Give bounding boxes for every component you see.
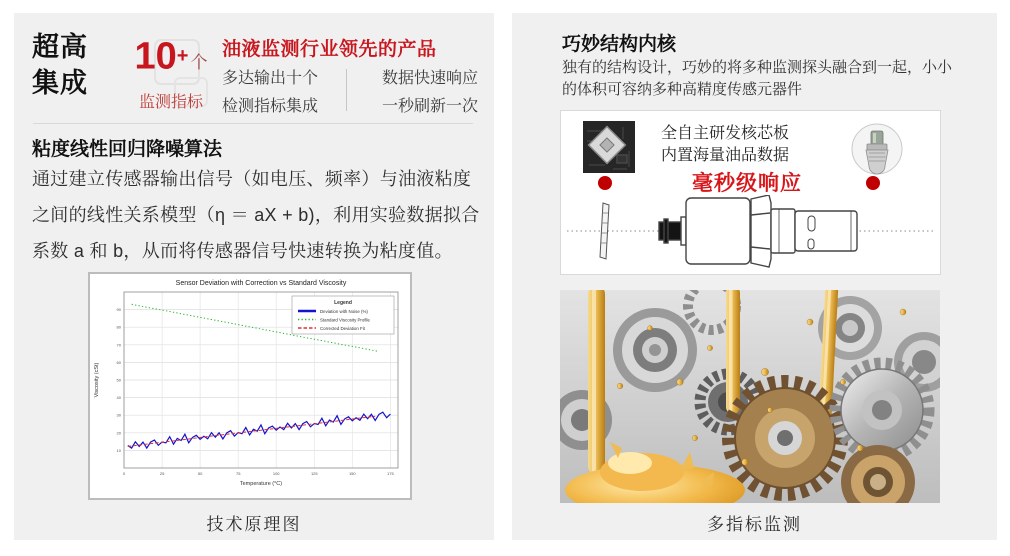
svg-text:70: 70 [116, 342, 121, 348]
svg-text:25: 25 [159, 471, 165, 476]
svg-text:125: 125 [310, 471, 318, 476]
feature-2-line2: 一秒刷新一次 [382, 98, 479, 115]
svg-text:50: 50 [197, 471, 203, 476]
svg-text:60: 60 [116, 359, 121, 365]
feature-1-line2: 检测指标集成 [222, 98, 319, 115]
right-panel [512, 13, 997, 540]
feature-1 [222, 65, 318, 121]
chip-photo-icon [583, 121, 635, 173]
red-dot-icon [866, 176, 880, 190]
box-text-line2: 内置海量油品数据 [660, 147, 789, 164]
svg-text:Deviation with Noise (%): Deviation with Noise (%) [320, 308, 368, 314]
svg-text:175: 175 [387, 471, 394, 476]
structure-body: 独有的结构设计，巧妙的将多种监测探头融合到一起，小小的体积可容纳多种高精度传感元器件 [562, 59, 953, 98]
structure-title: 巧妙结构内核 [562, 34, 677, 55]
stat-number-line [118, 35, 224, 85]
oil-stream [588, 290, 605, 474]
svg-text:Viscosity (cSt): Viscosity (cSt) [94, 362, 100, 398]
feature-1-line1: 多达输出十个 [222, 70, 319, 87]
svg-text:10: 10 [116, 447, 121, 453]
svg-text:0: 0 [122, 471, 126, 476]
red-dot-icon [598, 176, 612, 190]
svg-text:50: 50 [116, 377, 121, 383]
millisecond-response-label: 毫秒级响应 [692, 172, 802, 195]
stat-number: 10 [134, 35, 177, 78]
stat-label: 监测指标 [138, 94, 203, 112]
panel-title [32, 29, 88, 101]
technical-chart [88, 272, 412, 500]
probe-photo-icon [851, 123, 903, 175]
left-panel [14, 13, 494, 540]
structure-diagram-box [560, 110, 941, 275]
headline: 油液监测行业领先的产品 [222, 39, 437, 60]
sensor-body [659, 195, 857, 267]
stat-plus: + [176, 45, 189, 67]
box-text-line1: 全自主研发核芯板 [660, 125, 789, 142]
panel-title-line1: 超高 [32, 32, 88, 62]
bearing [613, 308, 697, 392]
svg-text:90: 90 [116, 307, 121, 313]
horizontal-divider [33, 123, 473, 124]
feature-2 [382, 65, 478, 121]
svg-text:Legend: Legend [334, 300, 352, 306]
stat-badge [118, 27, 224, 119]
right-caption: 多指标监测 [707, 515, 802, 534]
svg-text:80: 80 [116, 324, 121, 330]
sensor-line-drawing [565, 195, 938, 271]
algorithm-title: 粘度线性回归降噪算法 [32, 139, 223, 160]
membrane-disc [600, 203, 609, 259]
stat-unit: 个 [190, 53, 208, 73]
svg-text:Sensor Deviation with Correcti: Sensor Deviation with Correction vs Standard Viscosity [175, 280, 347, 287]
svg-text:Standard Viscosity Profile: Standard Viscosity Profile [320, 317, 370, 323]
algorithm-body: 通过建立传感器输出信号（如电压、频率）与油液粘度之间的线性关系模型（η ＝ aX + b)，利用实验数据拟合系数 a 和 b，从而将传感器信号快速转换为粘度值。 [32, 169, 480, 261]
gears-oil-photo [560, 290, 940, 503]
box-text [643, 123, 807, 167]
feature-2-line1: 数据快速响应 [382, 70, 479, 87]
svg-text:Temperature (°C): Temperature (°C) [239, 481, 283, 487]
vertical-divider [346, 69, 347, 111]
svg-text:150: 150 [348, 471, 356, 476]
svg-text:30: 30 [116, 412, 121, 418]
oil-stream [726, 290, 740, 414]
panel-title-line2: 集成 [32, 68, 88, 98]
svg-text:Corrected Deviation Fit: Corrected Deviation Fit [320, 325, 365, 331]
svg-text:75: 75 [235, 471, 241, 476]
svg-text:40: 40 [116, 395, 121, 401]
svg-text:20: 20 [116, 430, 121, 436]
left-caption: 技术原理图 [206, 515, 302, 534]
svg-text:100: 100 [272, 471, 280, 476]
